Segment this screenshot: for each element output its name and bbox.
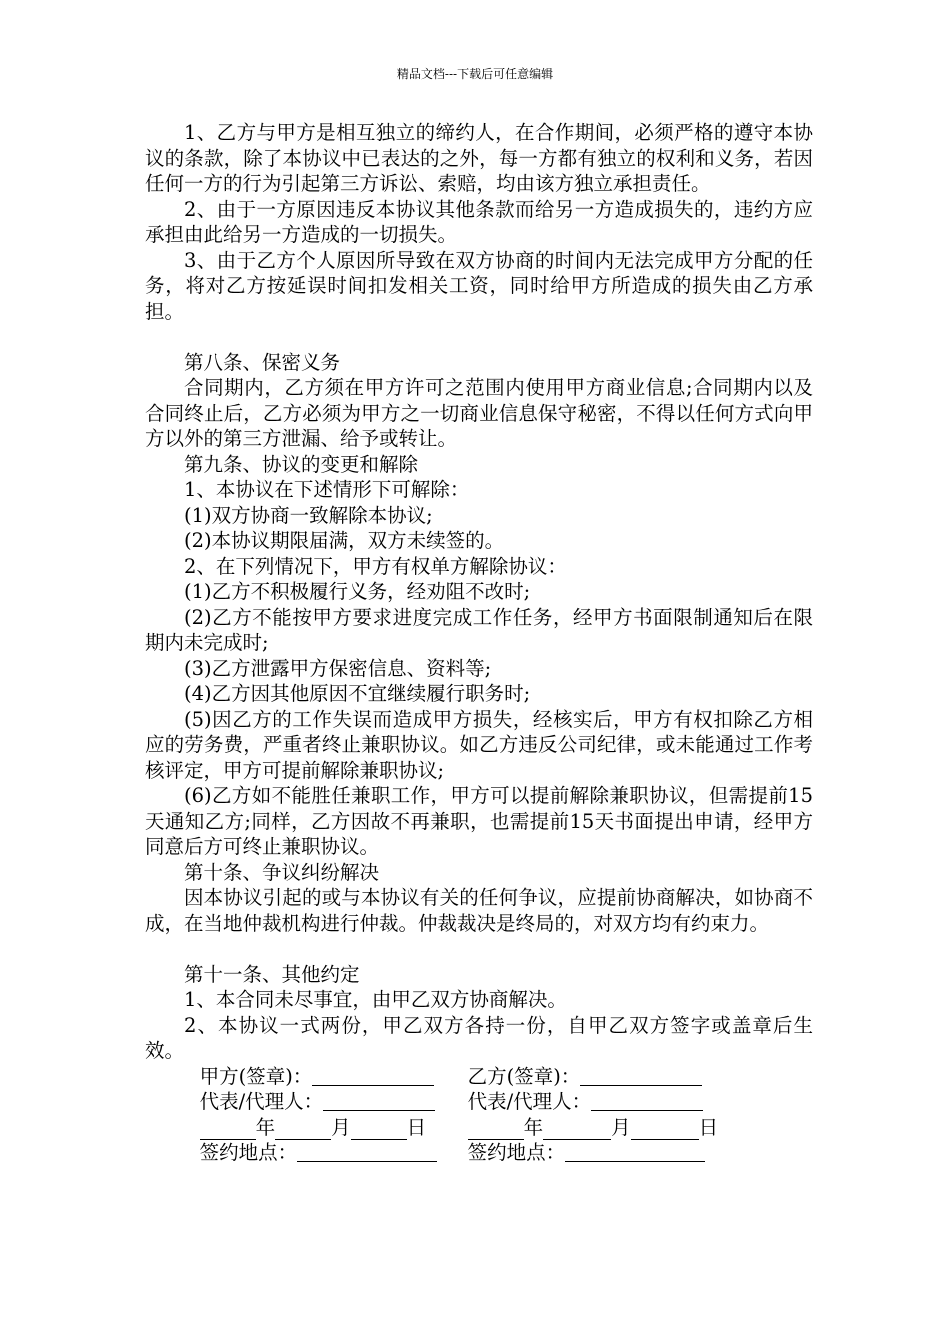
clause-7-2: 2、由于一方原因违反本协议其他条款而给另一方造成损失的，违约方应承担由此给另一方造成的一切损失。	[145, 197, 813, 246]
article-9-item-1-2: (2)本协议期限届满，双方未续签的。	[184, 529, 505, 552]
article-9-item-2-3: (3)乙方泄露甲方保密信息、资料等;	[184, 656, 492, 680]
spacer	[145, 936, 813, 962]
place-b-line[interactable]	[565, 1140, 705, 1162]
date-a-year-label: 年	[255, 1115, 276, 1139]
rep-b-signature-line[interactable]	[591, 1089, 703, 1111]
date-b-year-label: 年	[523, 1115, 544, 1139]
party-a-label: 甲方(签章)：	[199, 1064, 313, 1088]
signature-row-party	[145, 1064, 813, 1090]
date-a-day-line[interactable]	[351, 1118, 407, 1140]
article-9-item-2-5: (5)因乙方的工作失误而造成甲方损失，经核实后，甲方有权扣除乙方相应的劳务费，严重者终止兼职协议。如乙方违反公司纪律，或未能通过工作考核评定，甲方可提前解除兼职协议;	[145, 707, 813, 782]
date-b-day-line[interactable]	[631, 1118, 699, 1140]
rep-a-label: 代表/代理人：	[199, 1090, 324, 1113]
article-8-body: 合同期内，乙方须在甲方许可之范围内使用甲方商业信息;合同期内以及合同终止后，乙方必须为甲方之一切商业信息保守秘密，不得以任何方式向甲方以外的第三方泄漏、给予或转让。	[145, 376, 813, 450]
place-a-line[interactable]	[297, 1140, 437, 1162]
article-10-title: 第十条、争议纠纷解决	[184, 860, 380, 884]
date-a-month-label: 月	[331, 1115, 351, 1139]
date-b-year-line[interactable]	[468, 1118, 524, 1140]
article-9-item-1-1: (1)双方协商一致解除本协议;	[184, 503, 433, 527]
signature-row-representative	[145, 1089, 813, 1115]
article-9-item-2-2: (2)乙方不能按甲方要求进度完成工作任务，经甲方书面限制通知后在限期内未完成时;	[145, 605, 813, 654]
article-9-item-2: 2、在下列情况下，甲方有权单方解除协议：	[184, 554, 567, 578]
article-9-item-1: 1、本协议在下述情形下可解除：	[184, 478, 470, 501]
article-9-item-2-4: (4)乙方因其他原因不宜继续履行职务时;	[184, 682, 531, 705]
rep-b-label: 代表/代理人：	[467, 1090, 592, 1113]
spacer	[145, 324, 813, 350]
clause-7-3: 3、由于乙方个人原因所导致在双方协商的时间内无法完成甲方分配的任务，将对乙方按延误时间扣发相关工资，同时给甲方所造成的损失由乙方承担。	[145, 248, 813, 323]
article-11-item-1: 1、本合同未尽事宜，由甲乙双方协商解决。	[184, 988, 567, 1011]
party-a-signature-line[interactable]	[312, 1064, 434, 1086]
date-b-month-label: 月	[611, 1115, 631, 1139]
clause-7-1: 1、乙方与甲方是相互独立的缔约人，在合作期间，必须严格的遵守本协议的条款，除了本协议中已表达的之外，每一方都有独立的权利和义务，若因任何一方的行为引起第三方诉讼、索赔，均由该方独立承担责任。	[145, 121, 813, 195]
article-9-item-2-6: (6)乙方如不能胜任兼职工作，甲方可以提前解除兼职协议，但需提前15天通知乙方;同样，乙方因故不再兼职，也需提前15天书面提出申请，经甲方同意后方可终止兼职协议。	[145, 784, 813, 858]
article-10-body: 因本协议引起的或与本协议有关的任何争议，应提前协商解决，如协商不成，在当地仲裁机构进行仲裁。仲裁裁决是终局的，对双方均有约束力。	[145, 886, 813, 935]
date-a-year-line[interactable]	[200, 1118, 256, 1140]
date-b-month-line[interactable]	[543, 1118, 611, 1140]
rep-a-signature-line[interactable]	[323, 1089, 435, 1111]
page-header: 精品文档---下载后可任意编辑	[396, 67, 554, 81]
contract-body	[145, 120, 813, 1166]
place-a-label: 签约地点：	[199, 1141, 298, 1164]
signature-row-place	[145, 1140, 813, 1166]
party-b-label: 乙方(签章)：	[467, 1064, 581, 1088]
article-9-title: 第九条、协议的变更和解除	[184, 452, 419, 476]
article-11-title: 第十一条、其他约定	[184, 962, 360, 986]
party-b-signature-line[interactable]	[580, 1064, 702, 1086]
date-a-month-line[interactable]	[275, 1118, 331, 1140]
date-a-day-label: 日	[406, 1115, 427, 1139]
article-9-item-2-1: (1)乙方不积极履行义务，经劝阻不改时;	[184, 580, 531, 603]
article-11-item-2: 2、本协议一式两份，甲乙双方各持一份，自甲乙双方签字或盖章后生效。	[145, 1013, 813, 1062]
article-8-title: 第八条、保密义务	[184, 350, 341, 374]
date-b-day-label: 日	[698, 1115, 719, 1139]
place-b-label: 签约地点：	[467, 1141, 566, 1164]
signature-row-date	[145, 1115, 813, 1141]
